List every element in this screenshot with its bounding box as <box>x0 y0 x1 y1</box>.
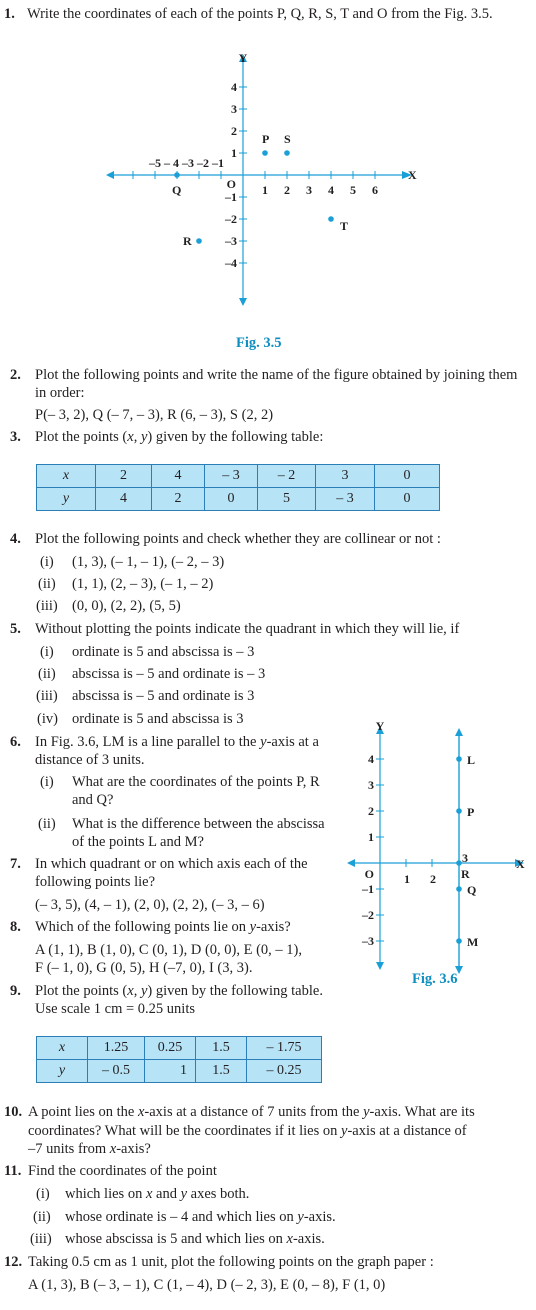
fig-3-5-caption: Fig. 3.5 <box>236 335 282 351</box>
q6-i-roman: (i) <box>40 774 54 790</box>
fig36-point-p <box>456 808 462 814</box>
table-cell: 1 <box>145 1060 196 1083</box>
q5-item-text: ordinate is 5 and abscissa is 3 <box>72 711 244 727</box>
q2-points: P(– 3, 2), Q (– 7, – 3), R (6, – 3), S (2, 2) <box>35 407 274 423</box>
q12-line1: Taking 0.5 cm as 1 unit, plot the following points on the graph paper : <box>28 1254 434 1270</box>
fig35-x-label-5: 5 <box>350 183 356 197</box>
q6-ii-roman: (ii) <box>38 816 56 832</box>
fig35-label-s: S <box>284 132 291 146</box>
fig36-point-q <box>456 886 462 892</box>
fig35-x-label-6: 6 <box>372 183 378 197</box>
fig36-y-label-neg3: –3 <box>362 934 374 948</box>
table-cell: 2 <box>152 488 205 511</box>
fig36-y-label-1: 1 <box>368 830 374 844</box>
fig36-label-l: L <box>467 753 476 767</box>
q11-ii-roman: (ii) <box>33 1209 51 1225</box>
q3-text: Plot the points (x, y) given by the following table: <box>35 429 324 445</box>
fig36-point-l <box>456 756 462 762</box>
q8-line2: A (1, 1), B (1, 0), C (0, 1), D (0, 0), E (0, – 1), <box>35 942 303 958</box>
q4-item-roman: (ii) <box>38 576 56 592</box>
q4-item-text: (1, 1), (2, – 3), (– 1, – 2) <box>72 576 214 592</box>
q6-number: 6. <box>10 734 21 750</box>
table-header-x: x <box>37 1037 88 1060</box>
q5-item-text: abscissa is – 5 and ordinate is – 3 <box>72 666 266 682</box>
table-cell: 4 <box>96 488 152 511</box>
fig35-x-label-1: 1 <box>262 183 268 197</box>
q10-line3: –7 units from x-axis? <box>28 1141 151 1157</box>
fig36-axis-y: Y <box>375 719 385 733</box>
q11-ii-text: whose ordinate is – 4 and which lies on y-axis. <box>65 1209 336 1225</box>
fig36-label-m: M <box>467 935 479 949</box>
fig35-point-t <box>328 216 334 222</box>
fig35-x-neg-labels: –5 – 4 –3 –2 –1 <box>149 156 224 170</box>
fig35-y-label-2: 2 <box>231 124 237 138</box>
q12-line2: A (1, 3), B (– 3, – 1), C (1, – 4), D (– 2, 3), E (0, – 8), F (1, 0) <box>28 1277 386 1293</box>
q4-number: 4. <box>10 531 21 547</box>
table-row <box>37 488 440 511</box>
table-row <box>37 465 440 488</box>
q10-line1: A point lies on the x-axis at a distance of 7 units from the y-axis. What are its <box>28 1104 475 1120</box>
fig36-x-label-3: 3 <box>462 851 468 865</box>
q9-number: 9. <box>10 983 21 999</box>
fig35-origin: O <box>226 177 236 191</box>
fig35-y-label-neg4: –4 <box>225 256 237 270</box>
q5-text: Without plotting the points indicate the quadrant in which they will lie, if <box>35 621 460 637</box>
q2-line2: in order: <box>35 385 85 401</box>
q5-number: 5. <box>10 621 21 637</box>
q11-i-text: which lies on x and y axes both. <box>65 1186 250 1202</box>
q5-item-text: abscissa is – 5 and ordinate is 3 <box>72 688 255 704</box>
table-row <box>37 1060 322 1083</box>
q5-item-roman: (iv) <box>37 711 58 727</box>
table-cell: – 2 <box>258 465 316 488</box>
q4-item-roman: (i) <box>40 554 54 570</box>
table-cell: 1.25 <box>88 1037 145 1060</box>
table-cell: 0 <box>375 488 440 511</box>
q11-iii-roman: (iii) <box>30 1231 52 1247</box>
table-cell: 4 <box>152 465 205 488</box>
q5-item-roman: (iii) <box>36 688 58 704</box>
fig36-y-label-2: 2 <box>368 804 374 818</box>
q2-number: 2. <box>10 367 21 383</box>
q11-i-roman: (i) <box>36 1186 50 1202</box>
fig35-axis-y: Y <box>238 51 248 65</box>
fig35-y-label-neg3: –3 <box>225 234 237 248</box>
q5-item-text: ordinate is 5 and abscissa is – 3 <box>72 644 255 660</box>
table-cell: – 0.25 <box>247 1060 322 1083</box>
fig35-x-label-2: 2 <box>284 183 290 197</box>
table-cell: – 1.75 <box>247 1037 322 1060</box>
fig-3-5-graph <box>100 48 430 313</box>
fig35-x-label-3: 3 <box>306 183 312 197</box>
fig35-label-t: T <box>340 219 349 233</box>
table-cell: 2 <box>96 465 152 488</box>
q12-number: 12. <box>4 1254 23 1270</box>
coordinates-table-q9 <box>36 1036 322 1083</box>
q10-number: 10. <box>4 1104 23 1120</box>
q7-points: (– 3, 5), (4, – 1), (2, 0), (2, 2), (– 3, – 6) <box>35 897 265 913</box>
fig36-y-label-neg1: –1 <box>362 882 374 896</box>
q7-line1: In which quadrant or on which axis each of the <box>35 856 308 872</box>
table-cell: 1.5 <box>196 1060 247 1083</box>
q6-i-line2: and Q? <box>72 792 114 808</box>
q2-line1: Plot the following points and write the name of the figure obtained by joining them <box>35 367 518 383</box>
table-cell: – 3 <box>205 465 258 488</box>
q6-ii-line2: of the points L and M? <box>72 834 204 850</box>
q9-line2: Use scale 1 cm = 0.25 units <box>35 1001 195 1017</box>
q1-number: 1. <box>4 6 15 22</box>
q7-line2: following points lie? <box>35 874 156 890</box>
fig36-point-m <box>456 938 462 944</box>
table-header-x: x <box>37 465 96 488</box>
q6-line2: distance of 3 units. <box>35 752 145 768</box>
fig35-label-r: R <box>183 234 192 248</box>
fig36-label-q: Q <box>467 883 477 897</box>
fig35-y-label-neg1: –1 <box>225 190 237 204</box>
q1-text: Write the coordinates of each of the points P, Q, R, S, T and O from the Fig. 3.5. <box>27 6 493 22</box>
fig-3-6-graph <box>343 716 533 978</box>
q3-number: 3. <box>10 429 21 445</box>
table-row <box>37 1037 322 1060</box>
fig35-y-label-4: 4 <box>231 80 237 94</box>
fig35-label-q: Q <box>172 183 182 197</box>
fig35-axis-x: X <box>408 168 417 182</box>
fig36-x-label-1: 1 <box>404 872 410 886</box>
table-cell: 0 <box>375 465 440 488</box>
table-cell: 1.5 <box>196 1037 247 1060</box>
fig36-label-r: R <box>461 867 470 881</box>
fig36-axis-x: X <box>516 857 525 871</box>
table-header-y: y <box>37 1060 88 1083</box>
q5-item-roman: (ii) <box>38 666 56 682</box>
fig36-x-label-2: 2 <box>430 872 436 886</box>
fig36-point-r <box>456 860 462 866</box>
fig35-y-label-1: 1 <box>231 146 237 160</box>
q6-ii-line1: What is the difference between the abscissa <box>72 816 325 832</box>
q8-number: 8. <box>10 919 21 935</box>
fig35-point-r <box>196 238 202 244</box>
q11-text: Find the coordinates of the point <box>28 1163 217 1179</box>
table-cell: 0.25 <box>145 1037 196 1060</box>
q4-text: Plot the following points and check whether they are collinear or not : <box>35 531 441 547</box>
q4-item-text: (0, 0), (2, 2), (5, 5) <box>72 598 181 614</box>
fig35-y-label-neg2: –2 <box>225 212 237 226</box>
fig36-y-label-neg2: –2 <box>362 908 374 922</box>
q9-text: Plot the points (x, y) given by the following table. <box>35 983 323 999</box>
fig36-y-label-3: 3 <box>368 778 374 792</box>
table-cell: – 0.5 <box>88 1060 145 1083</box>
table-header-y: y <box>37 488 96 511</box>
q7-number: 7. <box>10 856 21 872</box>
q11-iii-text: whose abscissa is 5 and which lies on x-axis. <box>65 1231 325 1247</box>
table-cell: 5 <box>258 488 316 511</box>
table-cell: 3 <box>316 465 375 488</box>
q6-line1: In Fig. 3.6, LM is a line parallel to the y-axis at a <box>35 734 319 750</box>
q8-line3: F (– 1, 0), G (0, 5), H (–7, 0), I (3, 3). <box>35 960 253 976</box>
fig36-label-p: P <box>467 805 475 819</box>
fig-3-6-caption: Fig. 3.6 <box>412 971 458 987</box>
table-cell: – 3 <box>316 488 375 511</box>
q4-item-text: (1, 3), (– 1, – 1), (– 2, – 3) <box>72 554 225 570</box>
table-cell: 0 <box>205 488 258 511</box>
q10-line2: coordinates? What will be the coordinates if it lies on y-axis at a distance of <box>28 1123 467 1139</box>
fig36-y-label-4: 4 <box>368 752 374 766</box>
fig35-point-p <box>262 150 268 156</box>
coordinates-table-q3 <box>36 464 440 511</box>
fig35-y-label-3: 3 <box>231 102 237 116</box>
q6-i-line1: What are the coordinates of the points P, R <box>72 774 320 790</box>
q11-number: 11. <box>4 1163 22 1179</box>
fig35-point-q <box>174 172 180 178</box>
q8-text: Which of the following points lie on y-axis? <box>35 919 291 935</box>
fig36-origin: O <box>364 867 374 881</box>
q4-item-roman: (iii) <box>36 598 58 614</box>
fig35-label-p: P <box>262 132 270 146</box>
fig35-point-s <box>284 150 290 156</box>
fig35-x-label-4: 4 <box>328 183 334 197</box>
q5-item-roman: (i) <box>40 644 54 660</box>
